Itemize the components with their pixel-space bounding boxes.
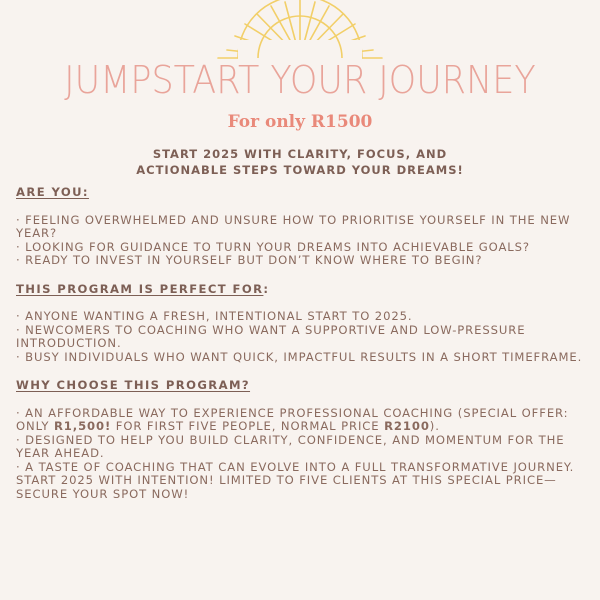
tagline-line-1: START 2025 WITH CLARITY, FOCUS, AND (152, 147, 448, 161)
content-body (16, 186, 586, 501)
list-item: · READY TO INVEST IN YOURSELF BUT DON’T KNOW WHERE TO BEGIN? (16, 253, 483, 267)
are-you-heading (16, 186, 586, 200)
are-you-list (16, 214, 586, 268)
tagline (40, 146, 560, 178)
perfect-for-list (16, 310, 586, 364)
list-item: · DESIGNED TO HELP YOU BUILD CLARITY, CONFIDENCE, AND MOMENTUM FOR THE YEAR AHEAD. (16, 432, 565, 460)
sunburst-icon (213, 0, 387, 60)
list-item: · LOOKING FOR GUIDANCE TO TURN YOUR DREAMS INTO ACHIEVABLE GOALS? (16, 239, 530, 254)
list-item (16, 407, 586, 434)
offer-price: R1,500! (53, 419, 112, 433)
page-title: JUMPSTART YOUR JOURNEY (64, 58, 536, 102)
list-item: · FEELING OVERWHELMED AND UNSURE HOW TO PRIORITISE YOURSELF IN THE NEW YEAR? (16, 212, 571, 240)
list-item: · A TASTE OF COACHING THAT CAN EVOLVE INTO A FULL TRANSFORMATIVE JOURNEY. (16, 459, 575, 474)
list-item: · NEWCOMERS TO COACHING WHO WANT A SUPPORTIVE AND LOW-PRESSURE INTRODUCTION. (16, 322, 526, 350)
offer-text-post: ). (429, 419, 440, 433)
perfect-for-heading-text: THIS PROGRAM IS PERFECT FOR (16, 281, 264, 296)
are-you-heading-text: ARE YOU: (16, 185, 89, 199)
why-heading-text: WHY CHOOSE THIS PROGRAM? (16, 378, 251, 392)
perfect-for-heading-colon: : (263, 281, 270, 296)
offer-text-mid: FOR FIRST FIVE PEOPLE, NORMAL PRICE (111, 419, 385, 433)
price-line: For only R1500 (227, 112, 373, 132)
tagline-line-2: ACTIONABLE STEPS TOWARD YOUR DREAMS! (136, 163, 464, 177)
why-list (16, 407, 586, 502)
list-item: · ANYONE WANTING A FRESH, INTENTIONAL START TO 2025. (16, 309, 413, 323)
why-heading (16, 379, 586, 393)
offer-text-pre: · AN AFFORDABLE WAY TO EXPERIENCE PROFESSIONAL COACHING (SPECIAL OFFER: ONLY (16, 405, 569, 433)
perfect-for-heading (16, 283, 586, 297)
normal-price: R2100 (384, 419, 430, 433)
closing-call-to-action: START 2025 WITH INTENTION! LIMITED TO FIVE CLIENTS AT THIS SPECIAL PRICE—SECURE YOUR SPOT NOW! (16, 473, 557, 501)
list-item: · BUSY INDIVIDUALS WHO WANT QUICK, IMPACTFUL RESULTS IN A SHORT TIMEFRAME. (16, 349, 583, 364)
